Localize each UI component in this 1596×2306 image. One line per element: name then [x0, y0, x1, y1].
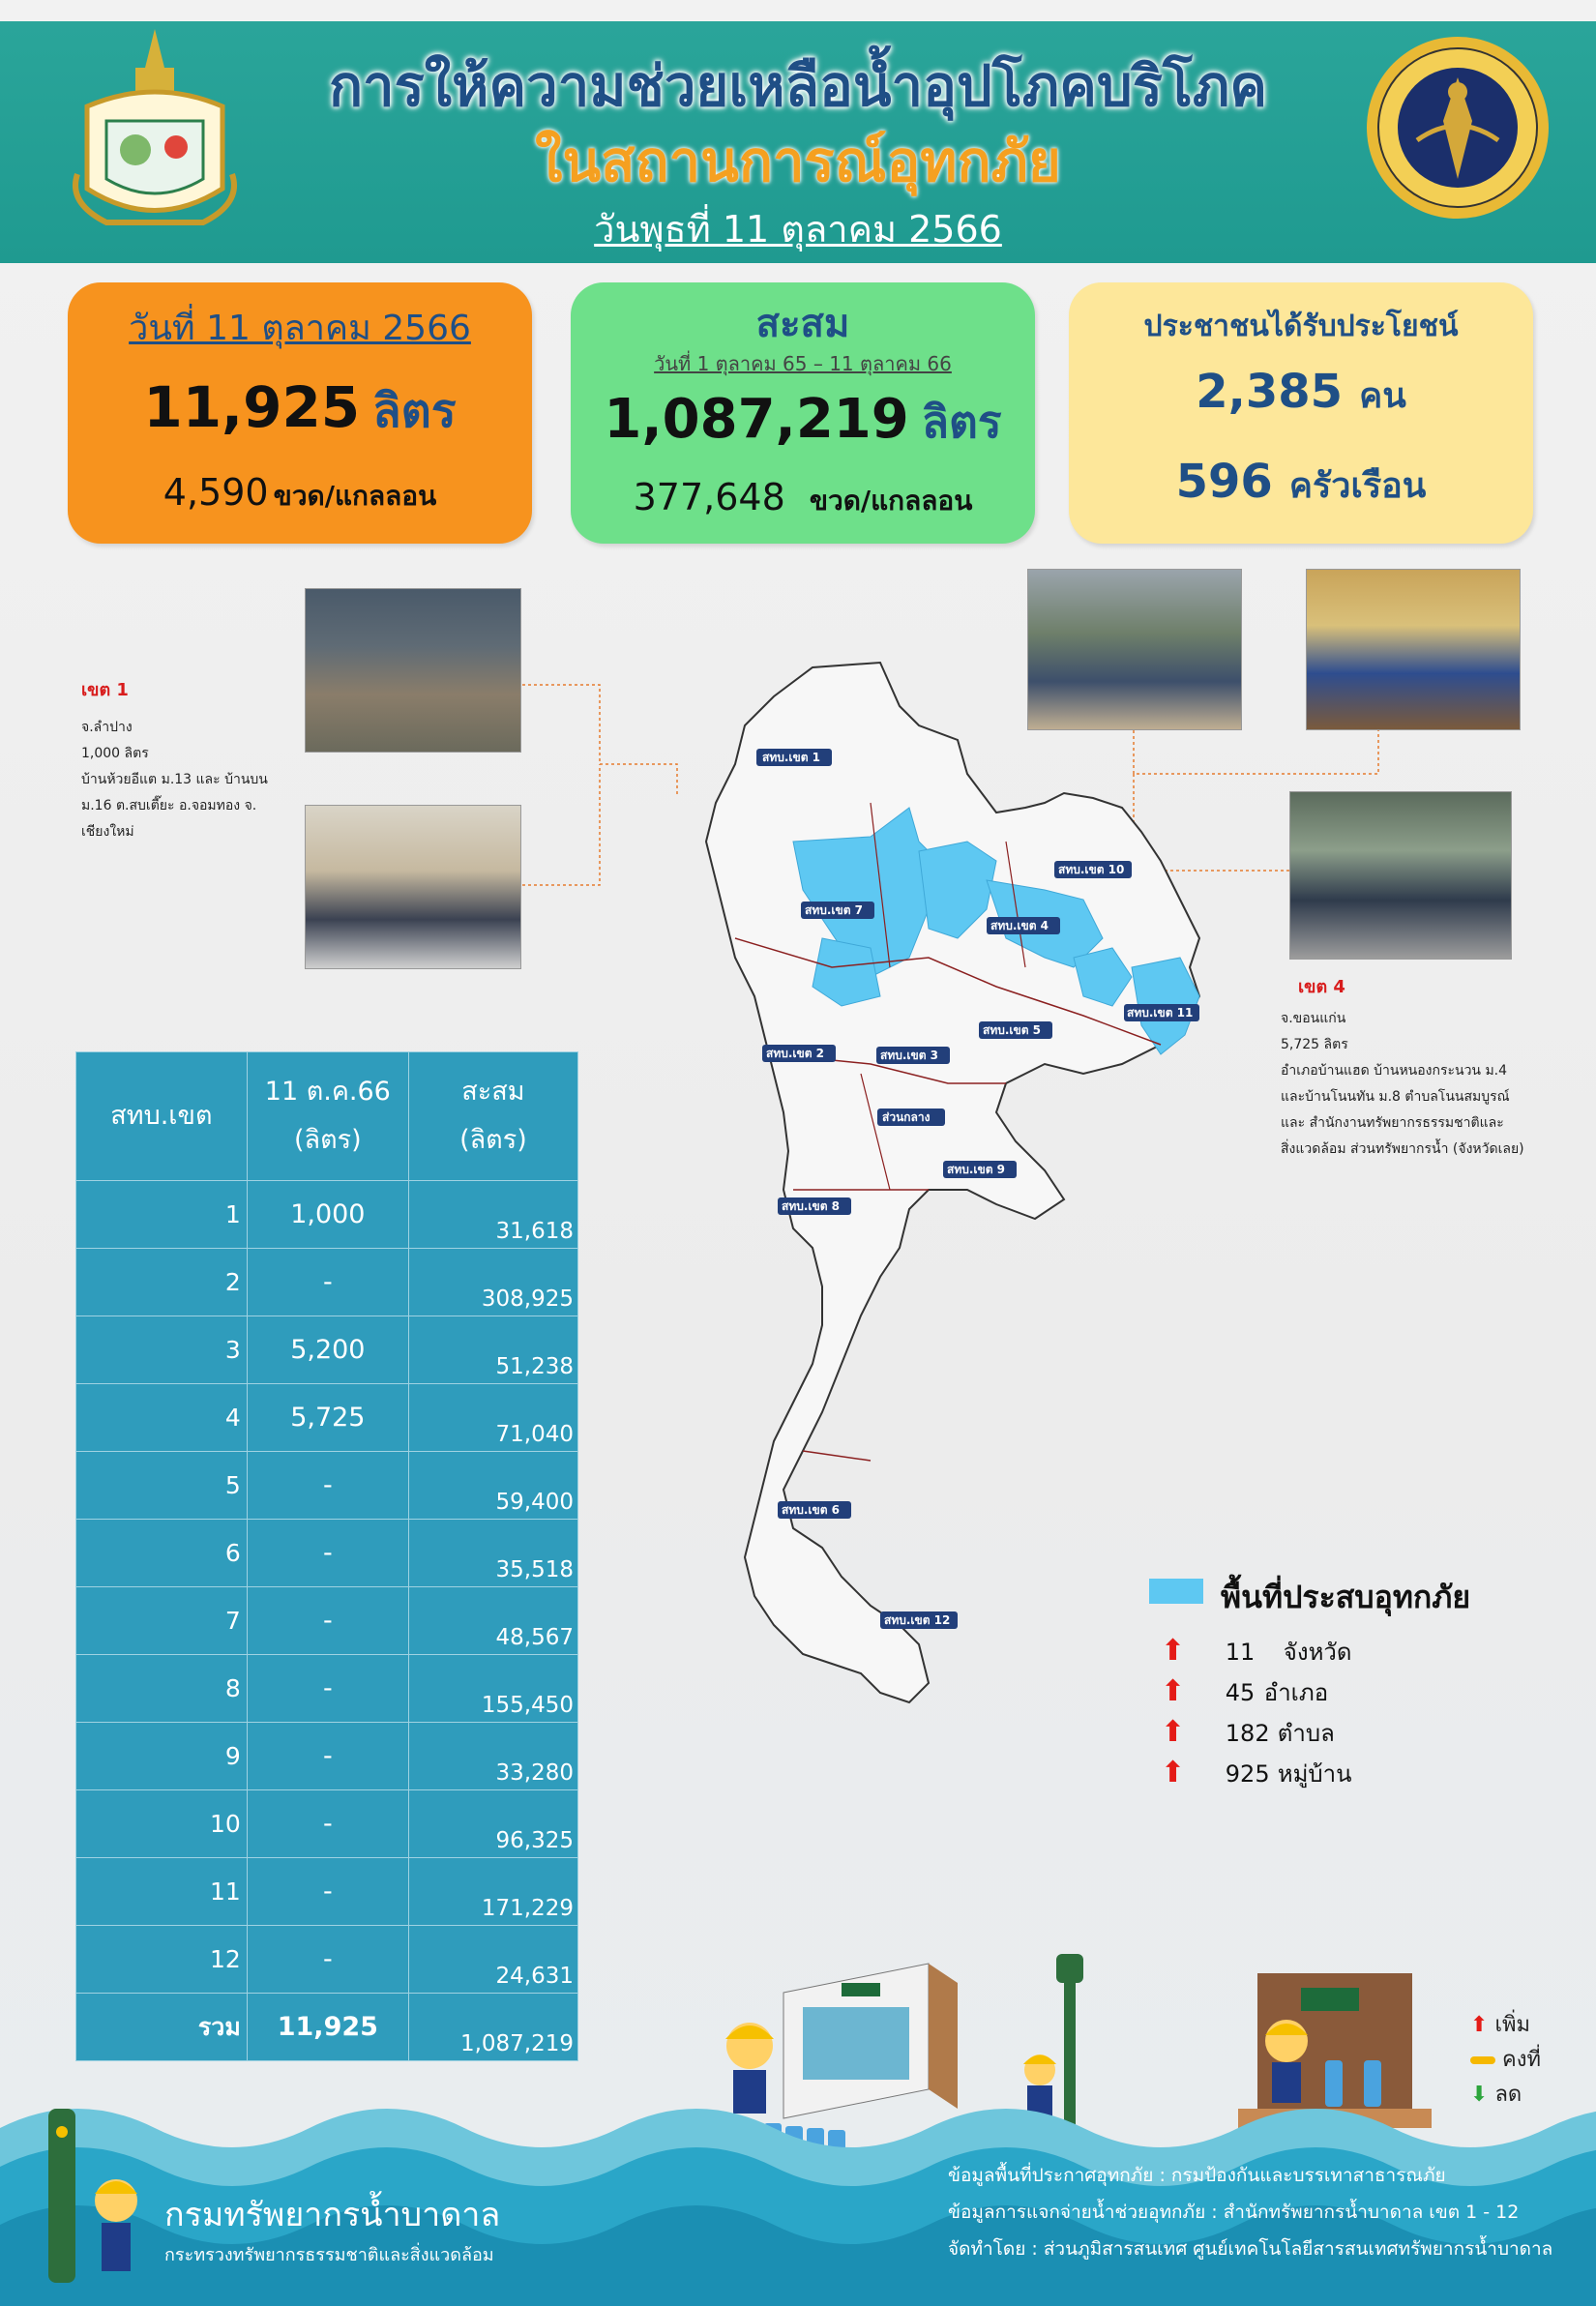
report-date: วันพุธที่ 11 ตุลาคม 2566: [594, 208, 1002, 251]
table-row: [76, 1384, 578, 1452]
zone4-liters: 5,725 ลิตร: [1281, 1037, 1348, 1052]
flood-area-swatch: [1149, 1579, 1203, 1604]
cell-zone: 7: [76, 1587, 248, 1655]
table-row: [76, 1926, 578, 1994]
cell-total: 24,631: [408, 1926, 577, 1994]
cell-today: -: [247, 1452, 408, 1520]
up-arrow-icon: ⬆: [1161, 1715, 1186, 1749]
cell-zone: 6: [76, 1520, 248, 1587]
map-label-zone10: สทบ.เขต 10: [1058, 863, 1125, 876]
cell-total: 155,450: [408, 1655, 577, 1723]
zone4-note: [1281, 972, 1581, 1163]
zone4-note-title: เขต 4: [1298, 977, 1345, 997]
cell-zone: 8: [76, 1655, 248, 1723]
cell-total-today: 11,925: [247, 1994, 408, 2061]
map-label-zone7: สทบ.เขต 7: [805, 903, 864, 917]
map-label-central: ส่วนกลาง: [882, 1110, 931, 1124]
map-label-zone2: สทบ.เขต 2: [766, 1047, 825, 1060]
table-row: [76, 1790, 578, 1858]
trend-down-label: ลด: [1494, 2083, 1522, 2107]
cell-total: 71,040: [408, 1384, 577, 1452]
zone4-detail-3: และ สำนักงานทรัพยากรธรรมชาติและ: [1281, 1115, 1504, 1131]
cumulative-bottles-unit: ขวด/แกลลอน: [809, 485, 973, 517]
map-label-zone1: สทบ.เขต 1: [762, 751, 821, 764]
cell-zone: 3: [76, 1316, 248, 1384]
cell-total: 59,400: [408, 1452, 577, 1520]
data-sources: [948, 2157, 1586, 2267]
increase-arrow-icon: ⬆: [1470, 2013, 1489, 2037]
th-today: 11 ต.ค.66 (ลิตร): [247, 1052, 408, 1181]
source-producer: จัดทำโดย : ส่วนภูมิสารสนเทศ ศูนย์เทคโนโลยีสารสนเทศทรัพยากรน้ำบาดาล: [948, 2238, 1553, 2260]
beneficiaries-title: ประชาชนได้รับประโยชน์: [1143, 310, 1459, 343]
flood-area-label: พื้นที่ประสบอุทกภัย: [1221, 1579, 1471, 1615]
cell-zone: 4: [76, 1384, 248, 1452]
decrease-arrow-icon: ⬇: [1470, 2083, 1489, 2107]
cell-today: -: [247, 1587, 408, 1655]
map-label-zone9: สทบ.เขต 9: [947, 1163, 1006, 1176]
thailand-flood-map: [677, 648, 1257, 1712]
today-bottles: 4,590: [163, 471, 269, 514]
cell-zone: 12: [76, 1926, 248, 1994]
cell-zone: 2: [76, 1249, 248, 1316]
legend-villages: ⬆ 925 หมู่บ้าน: [1161, 1756, 1352, 1789]
cell-total: 33,280: [408, 1723, 577, 1790]
cell-today: 5,725: [247, 1384, 408, 1452]
th-zone: สทบ.เขต: [76, 1052, 248, 1181]
zone1-liters: 1,000 ลิตร: [81, 746, 149, 761]
cell-zone: 9: [76, 1723, 248, 1790]
stable-bar-icon: [1470, 2056, 1495, 2064]
cumulative-bottles: 377,648: [633, 476, 785, 518]
map-label-zone4: สทบ.เขต 4: [990, 919, 1049, 932]
cell-zone: 5: [76, 1452, 248, 1520]
table-row: [76, 1316, 578, 1384]
people-unit: คน: [1359, 376, 1406, 416]
today-bottles-unit: ขวด/แกลลอน: [273, 480, 437, 512]
cell-total-sum: 1,087,219: [408, 1994, 577, 2061]
source-distribution: ข้อมูลการแจกจ่ายน้ำช่วยอุทกภัย : สำนักทรัพยากรน้ำบาดาล เขต 1 - 12: [948, 2202, 1520, 2223]
cell-today: 1,000: [247, 1181, 408, 1249]
cell-today: -: [247, 1655, 408, 1723]
cumulative-period: วันที่ 1 ตุลาคม 65 – 11 ตุลาคม 66: [654, 352, 952, 375]
zone1-detail-2: ม.16 ต.สบเตี๊ยะ อ.จอมทอง จ.: [81, 798, 257, 813]
cell-zone: 11: [76, 1858, 248, 1926]
map-label-zone5: สทบ.เขต 5: [983, 1023, 1042, 1037]
org-name: กรมทรัพยากรน้ำบาดาล: [164, 2196, 501, 2234]
cell-total: 48,567: [408, 1587, 577, 1655]
table-total-row: [76, 1994, 578, 2061]
zone1-province: จ.ลำปาง: [81, 720, 133, 735]
today-liters-unit: ลิตร: [372, 384, 457, 438]
table-row: [76, 1452, 578, 1520]
table-row: [76, 1249, 578, 1316]
page-subtitle: ในสถานการณ์อุทกภัย: [535, 129, 1061, 194]
legend-provinces: ⬆ 11 จังหวัด: [1161, 1634, 1352, 1668]
cell-zone: 1: [76, 1181, 248, 1249]
cell-today: -: [247, 1926, 408, 1994]
cell-total: 31,618: [408, 1181, 577, 1249]
th-total: สะสม (ลิตร): [408, 1052, 577, 1181]
trend-up-label: เพิ่ม: [1494, 2013, 1530, 2037]
source-flood-area: ข้อมูลพื้นที่ประกาศอุทกภัย : กรมป้องกันและบรรเทาสาธารณภัย: [948, 2165, 1446, 2186]
legend-districts: ⬆ 45 อำเภอ: [1161, 1674, 1329, 1708]
zone1-note-title: เขต 1: [81, 680, 129, 700]
table-row: [76, 1587, 578, 1655]
cell-today: -: [247, 1520, 408, 1587]
table-row: [76, 1858, 578, 1926]
trend-same-label: คงที่: [1502, 2048, 1541, 2072]
household-count: 596: [1175, 455, 1273, 509]
cell-total: 51,238: [408, 1316, 577, 1384]
mascot-icon: [39, 2109, 164, 2288]
cell-total: 171,229: [408, 1858, 577, 1926]
cell-total: 35,518: [408, 1520, 577, 1587]
zone4-detail-4: สิ่งแวดล้อม ส่วนทรัพยากรน้ำ (จังหวัดเลย): [1281, 1141, 1524, 1157]
distribution-table: [75, 1051, 578, 2061]
zone4-detail-2: และบ้านโนนทัน ม.8 ตำบลโนนสมบูรณ์: [1281, 1089, 1510, 1105]
cell-today: -: [247, 1790, 408, 1858]
cell-total: 308,925: [408, 1249, 577, 1316]
page-title: การให้ความช่วยเหลือน้ำอุปโภคบริโภค: [328, 53, 1268, 119]
map-label-zone3: สทบ.เขต 3: [880, 1049, 939, 1062]
table-row: [76, 1181, 578, 1249]
cell-today: -: [247, 1723, 408, 1790]
people-count: 2,385: [1196, 365, 1344, 419]
org-subtitle: กระทรวงทรัพยากรธรรมชาติและสิ่งแวดล้อม: [164, 2245, 494, 2265]
cell-zone: 10: [76, 1790, 248, 1858]
zone1-detail-3: เชียงใหม่: [81, 824, 134, 840]
up-arrow-icon: ⬆: [1161, 1756, 1186, 1789]
table-row: [76, 1723, 578, 1790]
map-label-zone6: สทบ.เขต 6: [782, 1503, 841, 1517]
today-liters: 11,925: [143, 374, 361, 440]
cumulative-title: สะสม: [755, 302, 850, 346]
cell-today: 5,200: [247, 1316, 408, 1384]
household-unit: ครัวเรือน: [1288, 466, 1427, 506]
cumulative-liters: 1,087,219: [604, 388, 909, 451]
up-arrow-icon: ⬆: [1161, 1674, 1186, 1708]
zone1-detail-1: บ้านห้วยอีแต ม.13 และ บ้านบน: [81, 772, 268, 787]
cell-total: 96,325: [408, 1790, 577, 1858]
cumulative-liters-unit: ลิตร: [921, 396, 1002, 448]
map-label-zone12: สทบ.เขต 12: [884, 1613, 951, 1627]
legend-subdistricts: ⬆ 182 ตำบล: [1161, 1715, 1335, 1749]
cell-today: -: [247, 1858, 408, 1926]
zone1-note: [81, 675, 294, 845]
table-row: [76, 1655, 578, 1723]
zone4-province: จ.ขอนแก่น: [1281, 1011, 1346, 1026]
today-date: วันที่ 11 ตุลาคม 2566: [129, 309, 471, 348]
table-row: [76, 1520, 578, 1587]
up-arrow-icon: ⬆: [1161, 1634, 1186, 1668]
map-label-zone11: สทบ.เขต 11: [1127, 1006, 1194, 1020]
zone4-detail-1: อำเภอบ้านแฮด บ้านหนองกระนวน ม.4: [1281, 1063, 1508, 1079]
cell-total-label: รวม: [76, 1994, 248, 2061]
map-label-zone8: สทบ.เขต 8: [782, 1199, 841, 1213]
cell-today: -: [247, 1249, 408, 1316]
